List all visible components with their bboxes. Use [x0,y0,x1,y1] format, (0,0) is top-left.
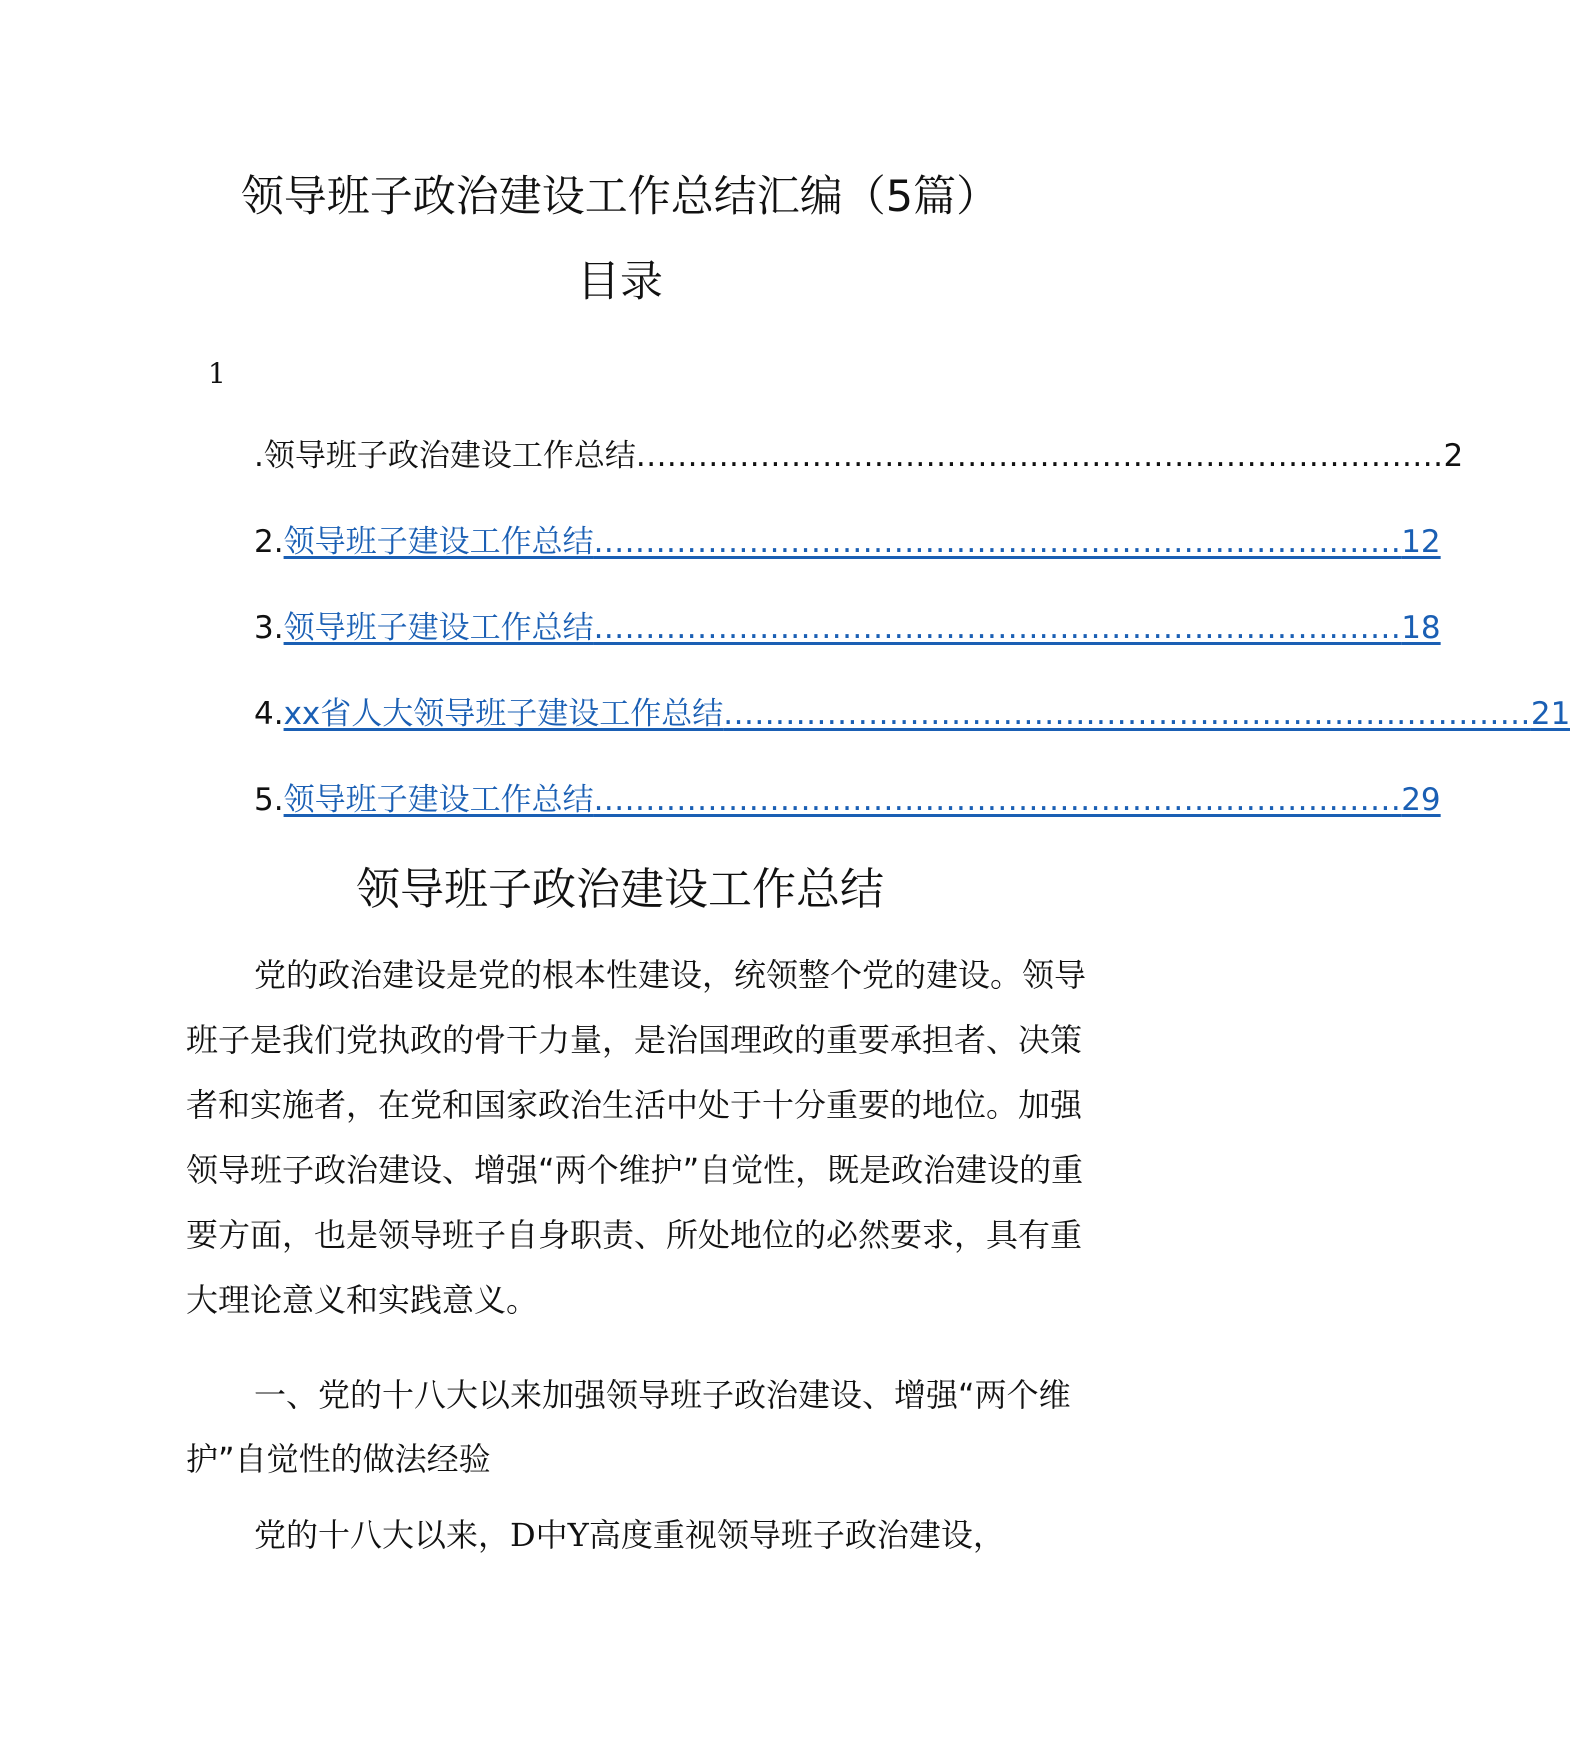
toc-leader-dots[interactable]: .............................................................................. [723,696,1531,732]
toc-entry-page[interactable]: 18 [1401,610,1441,646]
toc-entry-5[interactable] [254,778,1441,864]
toc-entry-number: 3. [254,610,284,646]
toc-entry-link[interactable]: 领导班子建设工作总结 [283,524,594,560]
subheading-1 [186,1363,1086,1491]
toc-leader-dots: .............................................................................. [635,438,1444,474]
toc-entry-number: 4. [254,696,284,732]
toc-entry-1[interactable] [254,434,1464,520]
toc-entry-4[interactable] [254,692,1570,778]
section-title: 领导班子政治建设工作总结 [356,864,884,915]
toc-entry-number: 5. [254,782,284,818]
toc-entry-number: 2. [254,524,284,560]
toc-entry-link[interactable]: 领导班子建设工作总结 [283,610,594,646]
paragraph-text-part: 党的十八大以来， [254,1516,511,1554]
toc-entry-page[interactable]: 29 [1401,782,1441,818]
toc-heading: 目录 [577,257,663,307]
subheading-text: 一、党的十八大以来加强领导班子政治建设、增强“两个维护”自觉性的做法经验 [186,1376,1071,1478]
toc-entry-page[interactable]: 21 [1530,696,1570,732]
document-title: 领导班子政治建设工作总结汇编（5篇） [240,172,1000,222]
body-paragraph-2 [186,1503,1086,1568]
toc-entry-text: .领导班子政治建设工作总结 [254,438,636,474]
paragraph-text-abbrev: D中Y [510,1516,589,1554]
table-of-contents [254,434,1570,864]
toc-leader-dots[interactable]: .............................................................................. [593,610,1402,646]
page-mark: 1 [208,357,226,390]
toc-entry-2[interactable] [254,520,1441,606]
paragraph-text-part: 高度重视领导班子政治建设， [588,1516,1005,1554]
toc-leader-dots[interactable]: .............................................................................. [593,782,1402,818]
paragraph-text [186,1503,1086,1568]
toc-entry-link[interactable]: 领导班子建设工作总结 [283,782,594,818]
body-paragraph-1 [186,943,1086,1333]
toc-entry-page[interactable]: 12 [1401,524,1441,560]
toc-entry-page: 2 [1443,438,1464,474]
toc-entry-3[interactable] [254,606,1441,692]
paragraph-text: 党的政治建设是党的根本性建设，统领整个党的建设。领导班子是我们党执政的骨干力量，是治国理政的重要承担者、决策者和实施者，在党和国家政治生活中处于十分重要的地位。加强领导班子政治建设、增强“两个维护”自觉性，既是政治建设的重要方面，也是领导班子自身职责、所处地位的必然要求，具有重大理论意义和实践意义。 [186,956,1087,1319]
toc-leader-dots[interactable]: .............................................................................. [593,524,1402,560]
toc-entry-link[interactable]: xx省人大领导班子建设工作总结 [283,696,724,732]
